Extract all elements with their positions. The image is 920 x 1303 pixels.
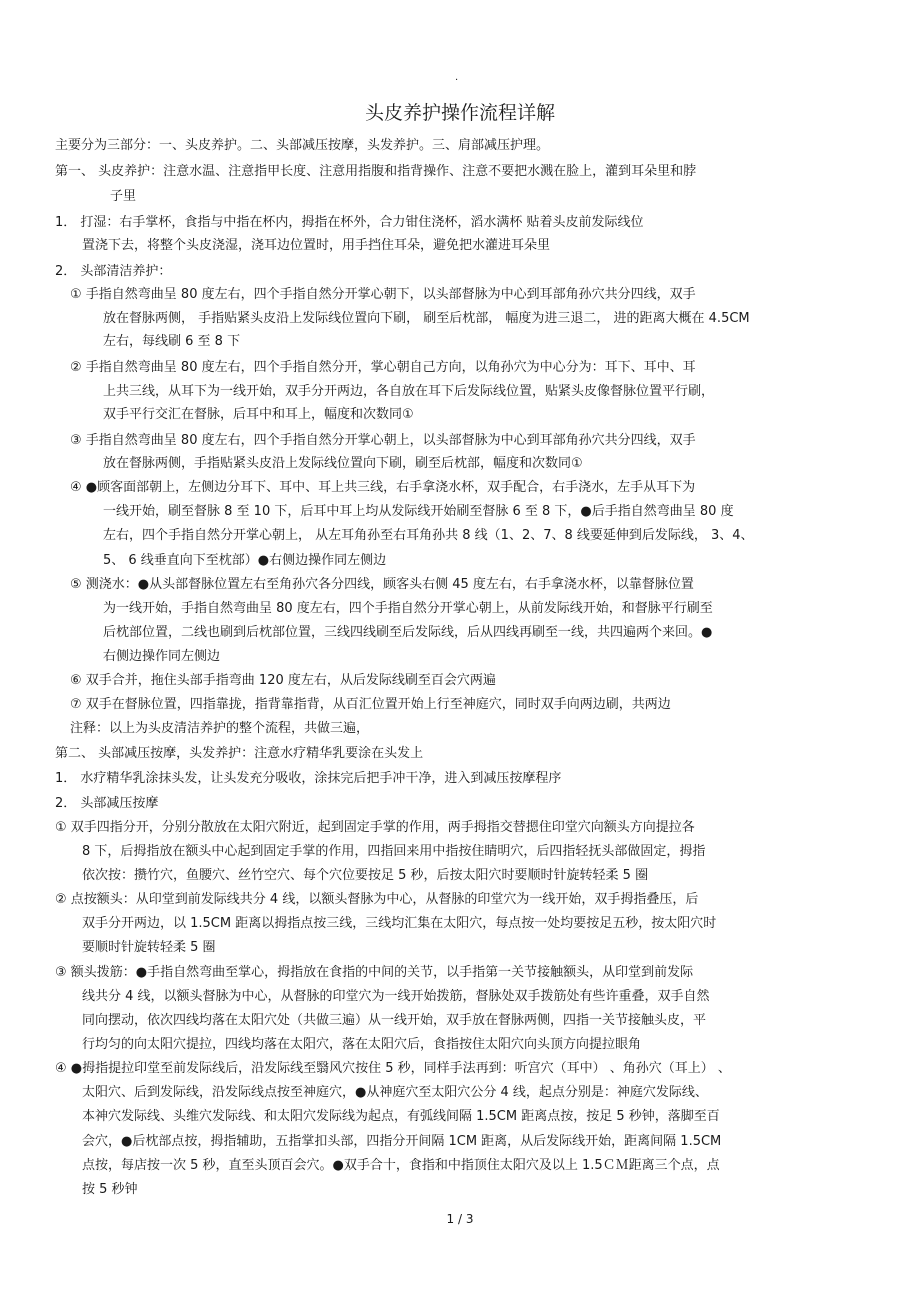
text-line: 右侧边操作同左侧边 [103,649,221,664]
text-line: ④ ●拇指提拉印堂至前发际线后，沿发际线至翳风穴按住 5 秒，同样手法再到：听宫穴（耳中） 、角孙穴（耳上） 、 [55,1061,731,1076]
text-line: 主要分为三部分：一、头皮养护。二、头部减压按摩，头发养护。三、肩部减压护理。 [55,138,550,153]
text-line: ⑥ 双手合并，拖住头部手指弯曲 120 度左右，从后发际线刷至百会穴两遍 [70,673,496,688]
text-line: 会穴，●后枕部点按，拇指辅助，五指掌扣头部，四指分开间隔 1CM 距离，从后发际线开始，距离间隔 1.5CM [82,1134,722,1149]
text-line: 为一线开始，手指自然弯曲呈 80 度左右，四个手指自然分开掌心朝上，从前发际线开始，和督脉平行刷至 [103,601,713,616]
text-line: ① 双手四指分开，分别分散放在太阳穴附近，起到固定手掌的作用，两手拇指交替摁住印堂穴向额头方向提拉各 [55,820,695,835]
text-line: 一线开始，刷至督脉 8 至 10 下，后耳中耳上均从发际线开始刷至督脉 6 至 8 下，●后手指自然弯曲呈 80 度 [103,504,734,519]
text-line: 线共分 4 线，以额头督脉为中心，从督脉的印堂穴为一线开始拨筋，督脉处双手拨筋处有些许重叠，双手自然 [82,989,710,1004]
text-line: 置浇下去，将整个头皮浇湿，浇耳边位置时，用手挡住耳朵，避免把水灌进耳朵里 [82,238,551,253]
text-line: 点按，每店按一次 5 秒，直至头顶百会穴。●双手合十，食指和中指顶住太阳穴及以上 1.5ＣＭ距离三个点，点 [82,1158,720,1173]
text-line: 1． 水疗精华乳涂抹头发，让头发充分吸收，涂抹完后把手冲干净，进入到减压按摩程序 [55,771,562,786]
text-line: ⑦ 双手在督脉位置，四指靠拢，指背靠指背，从百汇位置开始上行至神庭穴，同时双手向两边刷，共两边 [70,697,671,712]
text-line: 2． 头部减压按摩 [55,796,159,811]
text-line: 2． 头部清洁养护： [55,264,172,279]
text-line: 后枕部位置，二线也刷到后枕部位置，三线四线刷至后发际线，后从四线再刷至一线，共四遍两个来回。● [103,625,713,640]
text-line: 第一、 头皮养护：注意水温、注意指甲长度、注意用指腹和指背操作、注意不要把水溅在脸上，灌到耳朵里和脖 [55,164,697,179]
text-line: 8 下，后拇指放在额头中心起到固定手掌的作用，四指回来用中指按住睛明穴，后四指轻抚头部做固定，拇指 [82,844,706,859]
text-line: 左右，每线刷 6 至 8 下 [103,334,241,349]
text-line: 5、 6 线垂直向下至枕部）●右侧边操作同左侧边 [103,553,387,568]
text-line: ② 点按额头：从印堂到前发际线共分 4 线，以额头督脉为中心，从督脉的印堂穴为一线开始，双手拇指叠压，后 [55,892,699,907]
text-line: ② 手指自然弯曲呈 80 度左右，四个手指自然分开，掌心朝自己方向，以角孙穴为中心分为：耳下、耳中、耳 [70,360,696,375]
text-line: ③ 额头拨筋：●手指自然弯曲至掌心，拇指放在食指的中间的关节，以手指第一关节接触额头，从印堂到前发际 [55,965,694,980]
text-line: 本神穴发际线、头维穴发际线、和太阳穴发际线为起点，有弧线间隔 1.5CM 距离点按，按足 5 秒钟，落脚至百 [82,1109,720,1124]
text-line: 1． 打湿：右手掌杯，食指与中指在杯内，拇指在杯外，合力钳住浇杯，滔水满杯 贴着头皮前发际线位 [55,215,644,230]
text-line: ③ 手指自然弯曲呈 80 度左右，四个手指自然分开掌心朝上，以头部督脉为中心到耳部角孙穴共分四线，双手 [70,433,696,448]
text-line: 放在督脉两侧，手指贴紧头皮沿上发际线位置向下刷，刷至后枕部，幅度和次数同① [103,456,583,471]
text-line: 行均匀的向太阳穴提拉，四线均落在太阳穴，落在太阳穴后，食指按住太阳穴向头顶方向提拉眼角 [82,1037,642,1052]
text-line: 子里 [110,189,137,204]
text-line: 按 5 秒钟 [82,1182,138,1197]
text-line: 双手平行交汇在督脉，后耳中和耳上，幅度和次数同① [103,407,414,422]
text-line: 太阳穴、后到发际线，沿发际线点按至神庭穴，●从神庭穴至太阳穴公分 4 线，起点分别是：神庭穴发际线、 [82,1085,708,1100]
text-line: 放在督脉两侧， 手指贴紧头皮沿上发际线位置向下刷， 刷至后枕部， 幅度为进三退二， 进的距离大概在 4.5CM [103,311,750,326]
page-number: 1 / 3 [446,1212,474,1226]
header-dot: . [455,72,459,83]
text-line: ⑤ 测浇水：●从头部督脉位置左右至角孙穴各分四线，顾客头右侧 45 度左右，右手拿浇水杯，以靠督脉位置 [70,577,694,592]
text-line: 依次按：攒竹穴，鱼腰穴、丝竹空穴、每个穴位要按足 5 秒，后按太阳穴时要顺时针旋转轻柔 5 圈 [82,868,649,883]
text-line: 左右，四个手指自然分开掌心朝上， 从左耳角孙至右耳角孙共 8 线（1、2、7、8 线要延伸到后发际线， 3、4、 [103,528,754,543]
text-line: 上共三线，从耳下为一线开始，双手分开两边，各自放在耳下后发际线位置，贴紧头皮像督脉位置平行刷， [103,384,715,399]
text-line: 要顺时针旋转轻柔 5 圈 [82,940,216,955]
text-line: ④ ●顾客面部朝上，左侧边分耳下、耳中、耳上共三线，右手拿浇水杯，双手配合，右手浇水，左手从耳下为 [70,480,696,495]
text-line: 同向摆动，依次四线均落在太阳穴处（共做三遍）从一线开始，双手放在督脉两侧，四指一关节接触头皮，平 [82,1013,707,1028]
text-line: ① 手指自然弯曲呈 80 度左右，四个手指自然分开掌心朝下，以头部督脉为中心到耳部角孙穴共分四线，双手 [70,287,696,302]
document-title: 头皮养护操作流程详解 [364,102,555,124]
text-line: 第二、 头部减压按摩，头发养护：注意水疗精华乳要涂在头发上 [55,746,424,761]
text-line: 注释：以上为头皮清洁养护的整个流程，共做三遍， [70,721,370,736]
text-line: 双手分开两边，以 1.5CM 距离以拇指点按三线，三线均汇集在太阳穴，每点按一处均要按足五秒，按太阳穴时 [82,916,717,931]
